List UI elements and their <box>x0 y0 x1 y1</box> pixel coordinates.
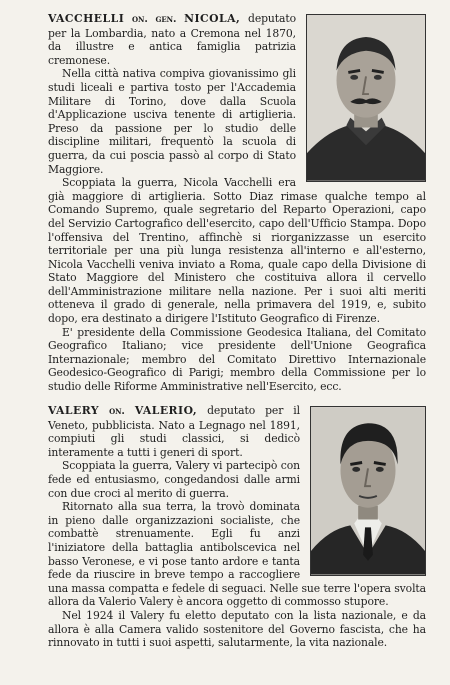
paragraph: Nella città nativa compiva giovanissimo gli studi liceali e partiva tosto per l'Accademia Militare di Torino, dove dalla Scuola d'Applicazione usciva tenente di artiglieria. Preso da passione per lo studio delle discipline militari, frequentò la scuola di guerra, da cui poscia passò al corpo di Stato Maggiore. <box>48 67 296 176</box>
portrait-photo-valery <box>310 406 426 576</box>
paragraph-text: deputato per la Lombardia, nato a Cremona nel 1870, da illustre e antica famiglia patrizia cremonese. <box>48 12 296 67</box>
person-title: on. gen. <box>132 14 177 25</box>
person-surname: VACCHELLI <box>48 12 125 25</box>
person-given-name: VALERIO, <box>134 404 198 417</box>
biography-entry-valery <box>48 404 426 650</box>
paragraph: Nel 1924 il Valery fu eletto deputato con la lista nazionale, e da allora è alla Camera valido sostenitore del Governo fascista, che ha rinnovato in tutti i suoi aspetti, salutarmente, la vita nazionale. <box>48 608 426 650</box>
biography-entry-vacchelli <box>48 12 426 394</box>
portrait-valery-image <box>311 407 425 575</box>
paragraph: Scoppiata la guerra, Valery vi partecipò con fede ed entusiasmo, congedandosi dalle armi con due croci al merito di guerra. <box>48 459 300 500</box>
person-title: on. <box>109 406 125 417</box>
paragraph: Ritornato alla sua terra, la trovò dominata in pieno dalle organizzazioni socialiste, che combattè strenuamente. Egli fu anzi l'iniziatore della battaglia antibolscevica nel basso Veronese, e vi pose tanto ardore e tanta fede da riuscire in breve tempo a raccogliere una massa compatta e fedele di seguaci. Nelle sue terre l'opera svolta allora da Valerio Valery è ancora oggetto di commosso stupore. <box>48 500 426 609</box>
person-surname: VALERY <box>48 404 100 417</box>
portrait-photo-vacchelli <box>306 14 426 182</box>
person-given-name: NICOLA, <box>184 12 241 25</box>
paragraph-text: deputato per il Veneto, pubblicista. Nato a Legnago nel 1891, compiuti gli studi classici, si dedicò interamente a tutti i generi di sport. <box>48 404 300 459</box>
portrait-vacchelli-image <box>307 15 425 181</box>
paragraph: E' presidente della Commissione Geodesica Italiana, del Comitato Geografico Italiano; vice presidente dell'Unione Geografica Internazionale; membro del Comitato Direttivo Internazionale Geodesico-Geografico di Parigi; membro della Commissione per lo studio delle Riforme Amministrative nell'Esercito, ecc. <box>48 325 426 394</box>
paragraph: Scoppiata la guerra, Nicola Vacchelli era già maggiore di artiglieria. Sotto Diaz rimase qualche tempo al Comando Supremo, quale segretario del Reparto Operazioni, capo del Servizio Cartografico dell'esercito, capo dell'Ufficio Stampa. Dopo l'offensiva del Trentino, affinchè si riorganizzasse un esercito territoriale per una più lunga resistenza all'interno e all'esterno, Nicola Vacchelli veniva inviato a Roma, quale capo della Divisione di Stato Maggiore del Ministero che costituiva allora il cervello dell'Amministrazione militare nella nazione. Per i suoi alti meriti otteneva il grado di generale, nella primavera del 1919, e, subito dopo, era destinato a dirigere l'Istituto Geografico di Firenze. <box>48 176 426 326</box>
